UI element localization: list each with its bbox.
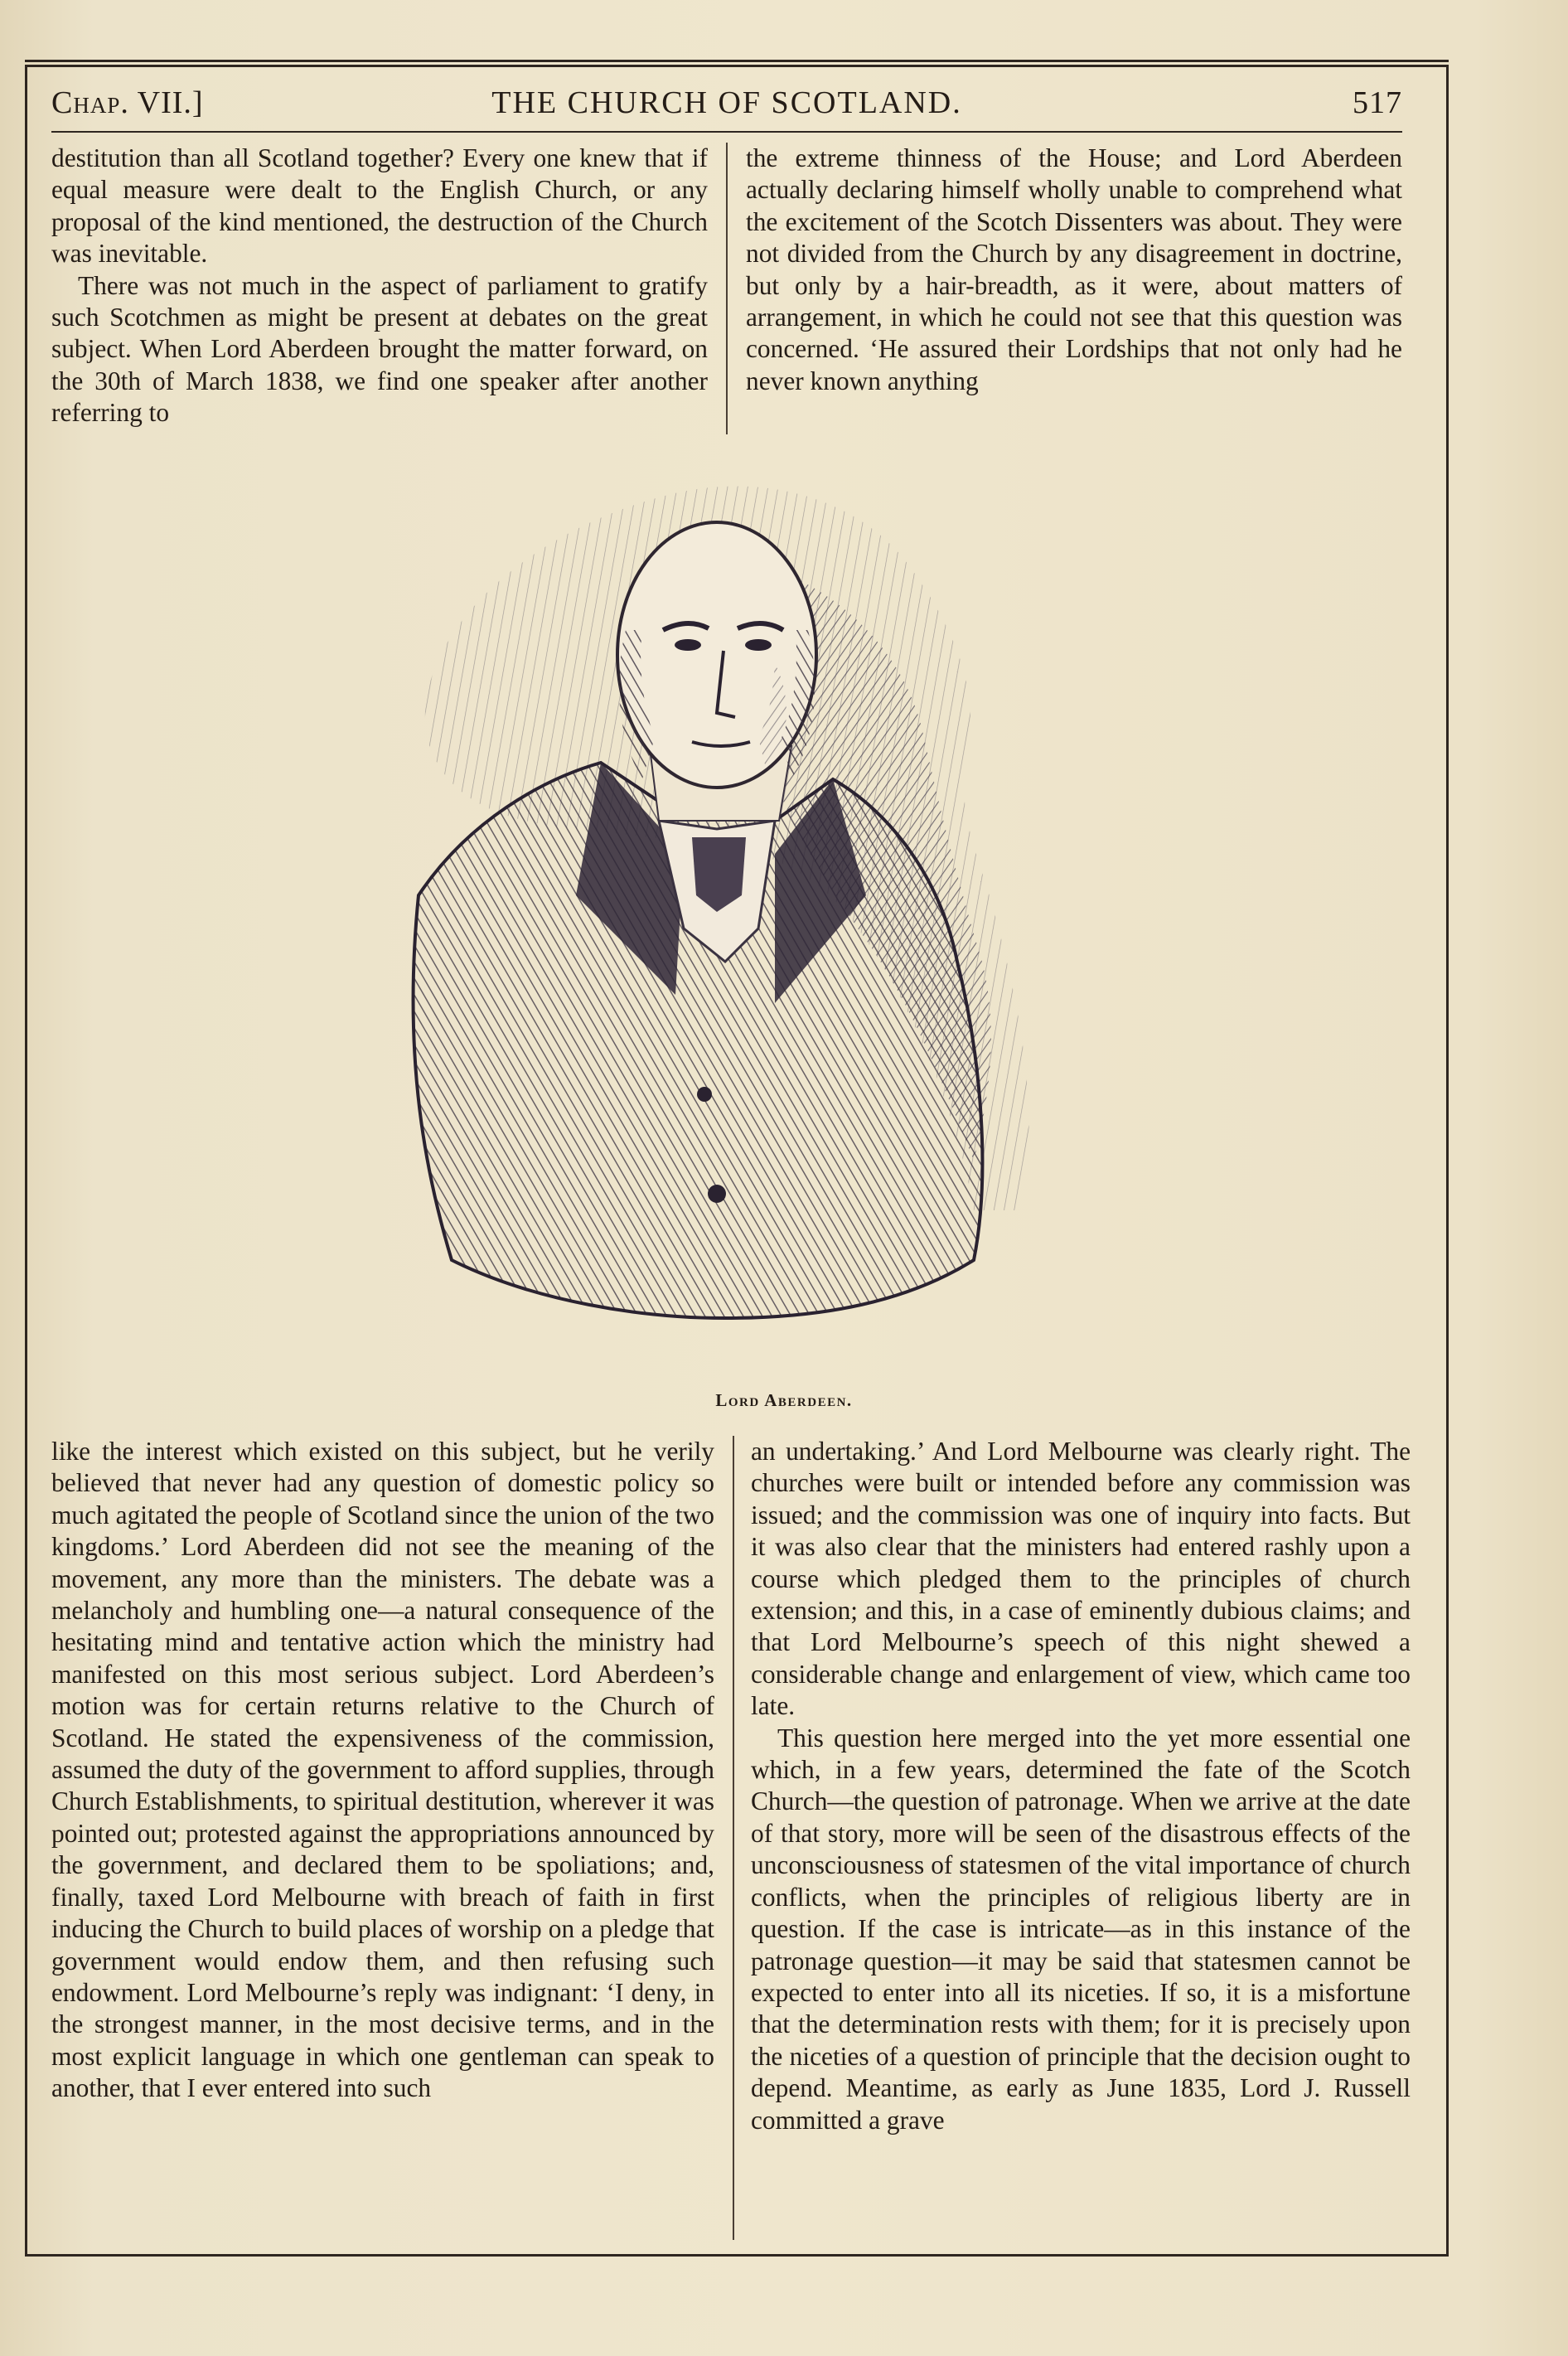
running-title: THE CHURCH OF SCOTLAND. — [491, 85, 962, 120]
paragraph: like the interest which existed on this subject, but he verily believed that never had any question of domestic policy so much agitated the people of Scotland since the union of the two kingdoms.’ Lord Aberdeen did not see the meaning of the movement, any more than the ministers. The debate was a melancholy and humbling one—a natural consequence of the hesitating mind and tentative action which the ministry had manifested on this most serious subject. Lord Aberdeen’s motion was for certain returns relative to the Church of Scotland. He stated the expensiveness of the commission, assumed the duty of the government to afford supplies, through Church Establishments, to spiritual destitution, wherever it was pointed out; protested against the appropriations announced by the government, and declared them to be spoliations; and, finally, taxed Lord Melbourne with breach of faith in first inducing the Church to build places of worship on a pledge that government would endow them, and then refusing such endowment. Lord Melbourne’s reply was indignant: ‘I deny, in the strongest manner, in the most decisive terms, and in the most explicit language in which one gentleman can speak to another, that I ever entered into such — [51, 1437, 714, 2103]
paragraph: destitution than all Scotland together? Every one knew that if equal measure were dealt to the English Church, or any proposal of the kind mentioned, the destruction of the Church was inevitable. — [51, 143, 708, 269]
top-left-column — [51, 143, 708, 429]
running-header — [51, 85, 1402, 128]
top-rule — [25, 60, 1449, 62]
paragraph: the extreme thinness of the House; and Lord Aberdeen actually declaring himself wholly unable to comprehend what the excitement of the Scotch Dissenters was about. They were not divided from the Church by any disagreement in doctrine, but only by a hair-breadth, as it were, about matters of arrangement, in which he could not see that this question was concerned. ‘He assured their Lordships that not only had he never known anything — [746, 143, 1402, 395]
lord-aberdeen-portrait — [327, 464, 1123, 1376]
bottom-left-column — [51, 1436, 714, 2105]
column-divider — [726, 143, 728, 434]
paragraph: an undertaking.’ And Lord Melbourne was clearly right. The churches were built or intended before any commission was issued; and the commission was one of inquiry into facts. But it was also clear that the ministers had entered rashly upon a course which pledged them to the principles of church extension; and this, in a case of eminently dubious claims; and that Lord Melbourne’s speech of this night shewed a considerable change and enlargement of view, which came too late. — [751, 1437, 1411, 1721]
portrait-caption: Lord Aberdeen. — [715, 1390, 853, 1410]
paragraph: There was not much in the aspect of parliament to gratify such Scotchmen as might be present at debates on the great subject. When Lord Aberdeen brought the matter forward, on the 30th of March 1838, we find one speaker after another referring to — [51, 270, 708, 428]
bottom-right-column — [751, 1436, 1411, 2136]
page-number: 517 — [1353, 85, 1402, 120]
column-divider — [733, 1436, 734, 2240]
header-rule — [51, 131, 1402, 133]
chapter-label: Chap. VII.] — [51, 85, 204, 120]
top-right-column — [746, 143, 1402, 397]
paragraph: This question here merged into the yet more essential one which, in a few years, determined the fate of the Scotch Church—the question of patronage. When we arrive at the date of that story, more will be seen of the disastrous effects of the unconsciousness of statesmen of the vital importance of church conflicts, when the principles of religious liberty are in question. If the case is intricate—as in this instance of the patronage question—it may be said that statesmen cannot be expected to enter into all its niceties. If so, it is a misfortune that the determination rests with them; for it is precisely upon the niceties of a question of principle that the decision ought to depend. Meantime, as early as June 1835, Lord J. Russell committed a grave — [751, 1723, 1411, 2135]
